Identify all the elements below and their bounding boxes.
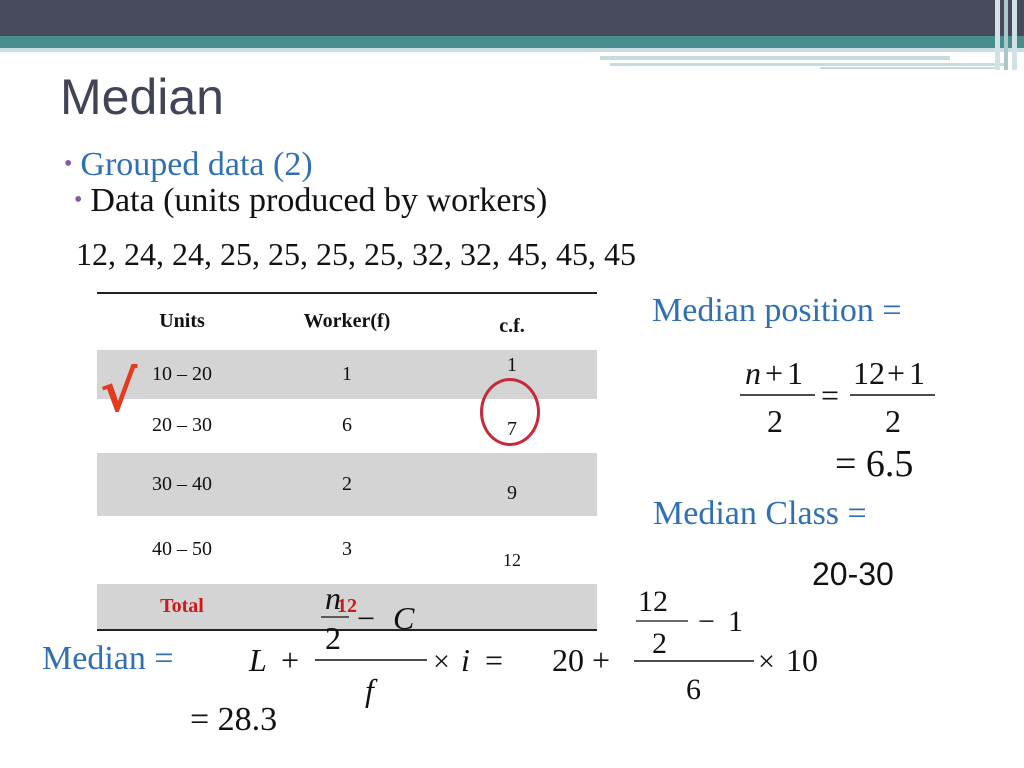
formula-minus: − bbox=[357, 600, 376, 636]
header-decor-line bbox=[610, 63, 1005, 66]
header-decor-line bbox=[820, 67, 1000, 69]
formula-plus: + bbox=[765, 355, 784, 391]
formula-ten: 10 bbox=[786, 642, 818, 678]
formula-two: 2 bbox=[652, 627, 667, 660]
table-row bbox=[97, 516, 597, 584]
header-decor-stripe bbox=[1004, 0, 1008, 70]
formula-equals: = bbox=[485, 642, 504, 678]
bullet-text: Grouped data (2) bbox=[80, 146, 313, 183]
median-result bbox=[190, 694, 350, 744]
formula-two: 2 bbox=[325, 620, 341, 656]
median-position-label: Median position = bbox=[652, 292, 902, 329]
slide-title: Median bbox=[60, 69, 224, 125]
header-accent-bar bbox=[0, 36, 1024, 48]
formula-f: f bbox=[365, 672, 374, 708]
cell-workers: 6 bbox=[342, 414, 352, 437]
median-class-value: 20-30 bbox=[812, 556, 894, 592]
formula-twenty: 20 bbox=[552, 642, 584, 678]
bullet-data-description bbox=[74, 180, 547, 221]
header-bar bbox=[0, 0, 1024, 36]
formula-n: n bbox=[745, 355, 761, 391]
formula-plus: + bbox=[592, 642, 611, 678]
cell-units: 10 – 20 bbox=[97, 350, 267, 400]
cell-cf: 9 bbox=[427, 453, 597, 517]
bullet-grouped-data bbox=[64, 144, 313, 185]
column-header-cf: c.f. bbox=[427, 293, 597, 350]
frequency-table bbox=[97, 292, 597, 631]
formula-six: 6 bbox=[686, 673, 701, 706]
median-substituted-formula bbox=[550, 583, 850, 713]
formula-times: × bbox=[433, 645, 450, 678]
formula-twelve: 12 bbox=[638, 585, 668, 618]
column-header-units: Units bbox=[97, 293, 267, 350]
cell-workers: 3 bbox=[342, 538, 352, 561]
median-class-label: Median Class = bbox=[653, 495, 867, 532]
highlight-circle bbox=[480, 378, 540, 446]
formula-one: 1 bbox=[728, 605, 743, 638]
median-label: Median = bbox=[42, 640, 174, 677]
median-position-formula bbox=[735, 350, 955, 485]
formula-plus: + bbox=[281, 642, 300, 678]
formula-n: n bbox=[325, 580, 341, 616]
cell-total-label: Total bbox=[97, 584, 267, 631]
cell-workers: 2 bbox=[267, 453, 427, 517]
header-decor-line bbox=[600, 56, 950, 60]
formula-result: = 6.5 bbox=[835, 443, 914, 485]
cell-units: 40 – 50 bbox=[152, 538, 212, 561]
bullet-marker: • bbox=[64, 151, 73, 177]
cell-units: 30 – 40 bbox=[97, 453, 267, 517]
table-header-row bbox=[97, 293, 597, 350]
table-row bbox=[97, 453, 597, 517]
formula-l: L bbox=[249, 642, 267, 678]
header-light-bar bbox=[0, 48, 1024, 52]
bullet-text: Data (units produced by workers) bbox=[90, 182, 548, 219]
header-decor-stripe bbox=[1012, 0, 1017, 70]
formula-c: C bbox=[393, 600, 415, 636]
formula-one: 1 bbox=[909, 355, 925, 391]
cell-cf: 7 bbox=[507, 418, 517, 441]
formula-one: 1 bbox=[787, 355, 803, 391]
cell-workers: 1 bbox=[267, 350, 427, 400]
check-mark-icon: √ bbox=[100, 360, 138, 425]
header-decor-stripe bbox=[995, 0, 1000, 70]
bullet-marker: • bbox=[74, 187, 83, 213]
formula-times: × bbox=[758, 645, 775, 678]
formula-minus: − bbox=[698, 605, 715, 638]
cell-units: 20 – 30 bbox=[152, 414, 212, 437]
cell-cf: 12 bbox=[503, 550, 521, 571]
formula-twelve: 12 bbox=[853, 355, 885, 391]
cell-cf: 1 bbox=[427, 350, 597, 400]
formula-two: 2 bbox=[767, 403, 783, 439]
data-values: 12, 24, 24, 25, 25, 25, 25, 32, 32, 45, 45, 45 bbox=[76, 236, 636, 272]
formula-i: i bbox=[461, 642, 470, 678]
formula-plus: + bbox=[887, 355, 906, 391]
column-header-workers: Worker(f) bbox=[267, 293, 427, 350]
formula-result: = 28.3 bbox=[190, 701, 278, 738]
formula-equals: = bbox=[821, 377, 840, 413]
formula-two: 2 bbox=[885, 403, 901, 439]
cell-total-value: 12 bbox=[267, 584, 427, 631]
